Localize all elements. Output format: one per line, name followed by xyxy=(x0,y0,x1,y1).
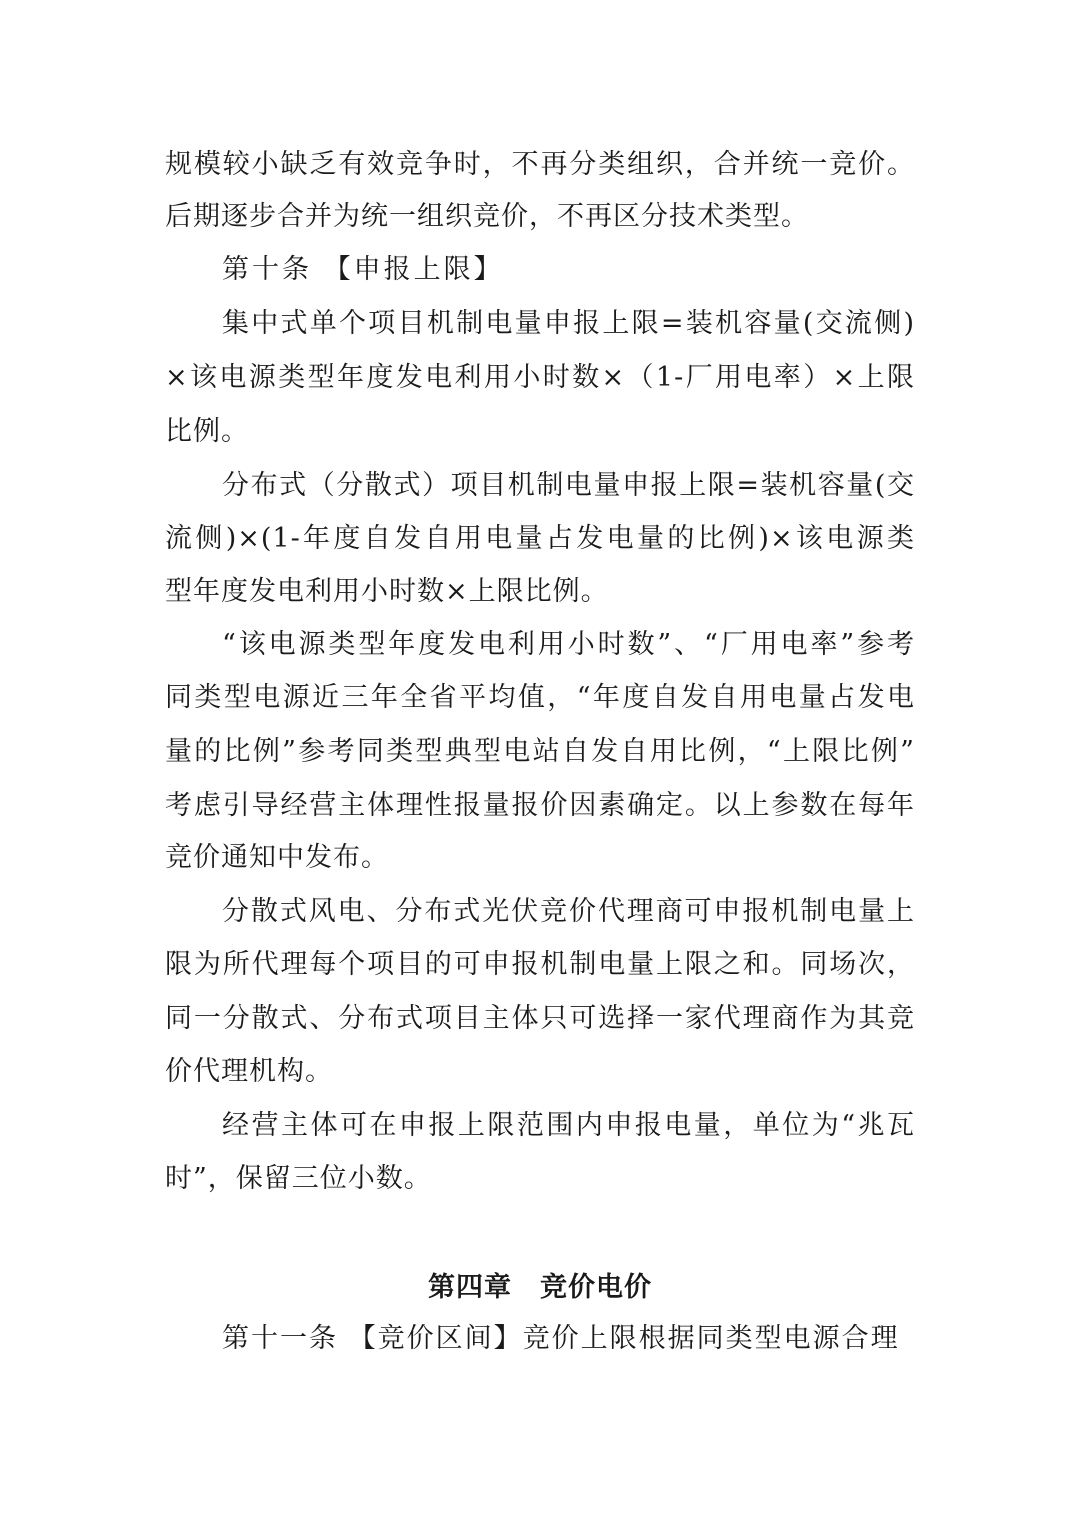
paragraph-line: 考虑引导经营主体理性报量报价因素确定。以上参数在每年 xyxy=(165,790,915,821)
paragraph-line: 后期逐步合并为统一组织竞价，不再区分技术类型。 xyxy=(165,201,809,232)
paragraph-line: 同一分散式、分布式项目主体只可选择一家代理商作为其竞 xyxy=(165,1003,915,1034)
article-11-line xyxy=(222,1312,915,1366)
paragraph-line: 比例。 xyxy=(165,416,249,447)
paragraph-line: 分散式风电、分布式光伏竞价代理商可申报机制电量上 xyxy=(222,896,915,927)
paragraph-line: 经营主体可在申报上限范围内申报电量，单位为“兆瓦 xyxy=(222,1110,915,1141)
paragraph-line: 同类型电源近三年全省平均值，“年度自发自用电量占发电 xyxy=(165,682,915,713)
chapter-heading xyxy=(0,1261,1080,1315)
paragraph-line: 规模较小缺乏有效竞争时，不再分类组织，合并统一竞价。 xyxy=(165,149,915,180)
article-11-heading: 第十一条 【竞价区间】 xyxy=(222,1323,523,1354)
paragraph-line: 集中式单个项目机制电量申报上限=装机容量(交流侧) xyxy=(222,308,915,339)
paragraph-line: 限为所代理每个项目的可申报机制电量上限之和。同场次， xyxy=(165,949,915,980)
paragraph-line: 时”，保留三位小数。 xyxy=(165,1163,432,1194)
chapter-title: 竞价电价 xyxy=(540,1272,652,1303)
paragraph-line: 流侧)×(1-年度自发自用电量占发电量的比例)×该电源类 xyxy=(165,523,915,554)
paragraph-line: ×该电源类型年度发电利用小时数×（1-厂用电率）×上限 xyxy=(165,362,915,393)
paragraph-line: 竞价通知中发布。 xyxy=(165,842,389,873)
article-11-text: 竞价上限根据同类型电源合理 xyxy=(522,1323,900,1354)
paragraph-line: 价代理机构。 xyxy=(165,1056,333,1087)
paragraph-line: 型年度发电利用小时数×上限比例。 xyxy=(165,576,609,607)
paragraph-line: 量的比例”参考同类型典型电站自发自用比例，“上限比例” xyxy=(165,736,915,767)
article-10-heading: 第十条 【申报上限】 xyxy=(222,254,504,285)
chapter-number: 第四章 xyxy=(428,1272,512,1303)
paragraph-line: “该电源类型年度发电利用小时数”、“厂用电率”参考 xyxy=(222,629,915,660)
paragraph-line: 分布式（分散式）项目机制电量申报上限=装机容量(交 xyxy=(222,470,915,501)
